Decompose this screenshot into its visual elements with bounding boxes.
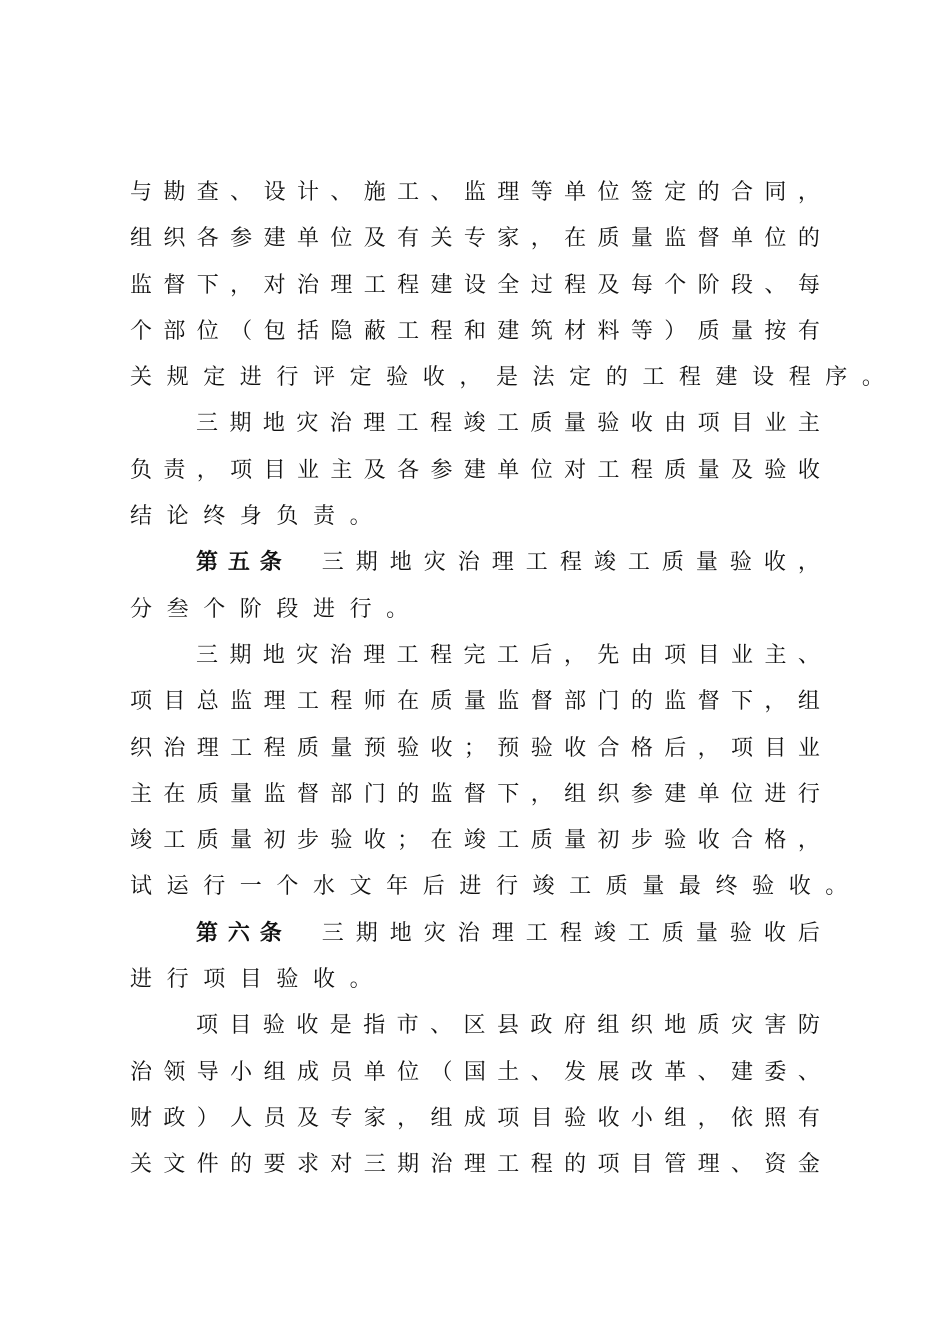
line-text: 财 政 ） 人 员 及 专 家 ， 组 成 项 目 验 收 小 组 ， 依 照 有 bbox=[130, 1105, 820, 1131]
article-title: 第五条 bbox=[196, 550, 292, 576]
line-text: 结 论 终 身 负 责 。 bbox=[130, 504, 372, 530]
line-text: 关 文 件 的 要 求 对 三 期 治 理 工 程 的 项 目 管 理 、 资 金 bbox=[130, 1152, 820, 1178]
text-line bbox=[130, 587, 820, 633]
text-line bbox=[130, 540, 820, 586]
line-text: 与 勘 查 、 设 计 、 施 工 、 监 理 等 单 位 签 定 的 合 同 ， bbox=[130, 180, 820, 205]
text-line bbox=[130, 1096, 820, 1142]
line-text: 分 叁 个 阶 段 进 行 。 bbox=[130, 596, 409, 622]
text-line bbox=[130, 957, 820, 1003]
line-text: 织 治 理 工 程 质 量 预 验 收 ； 预 验 收 合 格 后 ， 项 目 业 bbox=[130, 735, 820, 761]
text-line bbox=[130, 263, 820, 309]
text-line bbox=[130, 1142, 820, 1188]
text-line bbox=[130, 448, 820, 494]
text-line bbox=[130, 170, 820, 216]
text-line bbox=[130, 216, 820, 262]
line-text: 三 期 地 灾 治 理 工 程 竣 工 质 量 验 收 后 bbox=[321, 920, 820, 946]
text-line bbox=[130, 1050, 820, 1096]
text-line bbox=[130, 679, 820, 725]
line-text: 个 部 位 （ 包 括 隐 蔽 工 程 和 建 筑 材 料 等 ） 质 量 按 有 bbox=[130, 318, 820, 344]
line-text: 组 织 各 参 建 单 位 及 有 关 专 家 ， 在 质 量 监 督 单 位 的 bbox=[130, 226, 820, 252]
text-line bbox=[130, 772, 820, 818]
text-line bbox=[130, 494, 820, 540]
line-text: 进 行 项 目 验 收 。 bbox=[130, 967, 372, 993]
line-text: 竣 工 质 量 初 步 验 收 ； 在 竣 工 质 量 初 步 验 收 合 格 ， bbox=[130, 828, 820, 854]
text-line bbox=[130, 633, 820, 679]
line-text: 监 督 下 ， 对 治 理 工 程 建 设 全 过 程 及 每 个 阶 段 、 每 bbox=[130, 272, 820, 298]
text-line bbox=[130, 818, 820, 864]
document-body bbox=[130, 170, 884, 1189]
line-text: 治 领 导 小 组 成 员 单 位 （ 国 土 、 发 展 改 革 、 建 委 、 bbox=[130, 1059, 820, 1085]
text-line bbox=[130, 911, 820, 957]
text-line bbox=[130, 864, 848, 910]
line-text: 三 期 地 灾 治 理 工 程 竣 工 质 量 验 收 由 项 目 业 主 bbox=[196, 411, 820, 437]
line-text: 三 期 地 灾 治 理 工 程 完 工 后 ， 先 由 项 目 业 主 、 bbox=[196, 642, 820, 668]
text-line bbox=[130, 355, 884, 401]
text-line bbox=[130, 1003, 820, 1049]
line-text: 试 运 行 一 个 水 文 年 后 进 行 竣 工 质 量 最 终 验 收 。 bbox=[130, 874, 848, 900]
text-line bbox=[130, 726, 820, 772]
line-text: 负 责 ， 项 目 业 主 及 各 参 建 单 位 对 工 程 质 量 及 验 收 bbox=[130, 457, 820, 483]
text-line bbox=[130, 401, 820, 447]
article-title: 第六条 bbox=[196, 920, 292, 946]
line-text: 项 目 总 监 理 工 程 师 在 质 量 监 督 部 门 的 监 督 下 ， 组 bbox=[130, 689, 820, 715]
text-line bbox=[130, 309, 820, 355]
line-text: 关 规 定 进 行 评 定 验 收 ， 是 法 定 的 工 程 建 设 程 序 。 bbox=[130, 365, 884, 391]
line-text: 三 期 地 灾 治 理 工 程 竣 工 质 量 验 收 ， bbox=[321, 550, 820, 576]
line-text: 项 目 验 收 是 指 市 、 区 县 政 府 组 织 地 质 灾 害 防 bbox=[196, 1013, 820, 1039]
line-text: 主 在 质 量 监 督 部 门 的 监 督 下 ， 组 织 参 建 单 位 进 行 bbox=[130, 781, 820, 807]
